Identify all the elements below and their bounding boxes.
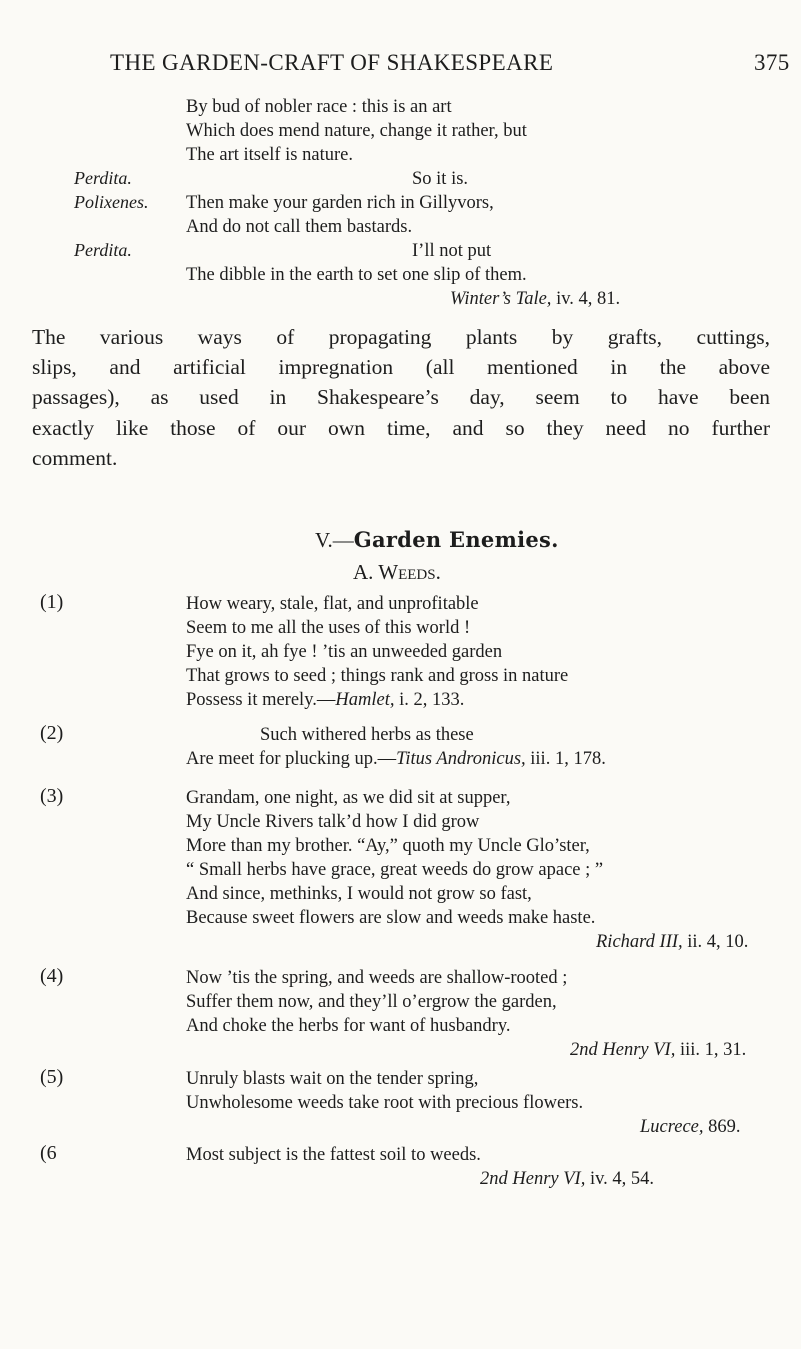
verse-text: Are meet for plucking up.—	[186, 749, 397, 769]
verse-line: Unruly blasts wait on the tender spring,	[186, 1069, 479, 1089]
page-number: 375	[754, 50, 790, 75]
verse-line: I’ll not put	[412, 241, 492, 261]
citation-ref: 869.	[703, 1117, 741, 1137]
verse-line: And choke the herbs for want of husbandry.	[186, 1016, 511, 1036]
verse-text: Possess it merely.—	[186, 690, 336, 710]
citation-ref: iv. 4, 54.	[585, 1169, 655, 1189]
citation-ref: iv. 4, 81.	[551, 289, 621, 309]
quote-number: (5)	[40, 1066, 64, 1088]
verse-line: Most subject is the fattest soil to weeds.	[186, 1145, 481, 1165]
verse-line: Then make your garden rich in Gillyvors,	[186, 193, 494, 213]
section-heading	[315, 527, 559, 553]
section-number: V.—	[315, 528, 354, 552]
verse-line: By bud of nobler race : this is an art	[186, 97, 452, 117]
citation	[596, 931, 748, 955]
citation-work: 2nd Henry VI,	[570, 1040, 676, 1060]
citation-ref: iii. 1, 31.	[675, 1040, 747, 1060]
paragraph-line: exactly like those of our own time, and so they need no further	[32, 415, 770, 440]
paragraph-line: comment.	[32, 445, 118, 470]
verse-line: More than my brother. “Ay,” quoth my Uncle Glo’ster,	[186, 836, 590, 856]
verse-line: Grandam, one night, as we did sit at supper,	[186, 788, 511, 808]
citation	[480, 1168, 654, 1192]
running-title: THE GARDEN-CRAFT OF SHAKESPEARE	[110, 50, 554, 75]
quote-number: (1)	[40, 591, 64, 613]
verse-line: Now ’tis the spring, and weeds are shallow-rooted ;	[186, 968, 568, 988]
verse-line: Fye on it, ah fye ! ’tis an unweeded garden	[186, 642, 503, 662]
verse-line: So it is.	[412, 169, 469, 189]
citation-ref: iii. 1, 178.	[525, 749, 606, 769]
verse-line: And do not call them bastards.	[186, 217, 413, 237]
citation-ref: i. 2, 133.	[394, 690, 465, 710]
citation	[450, 288, 620, 312]
quote-number: (2)	[40, 722, 64, 744]
verse-line: Seem to me all the uses of this world !	[186, 618, 471, 638]
quote-number: (4)	[40, 965, 64, 987]
quote-number: (6	[40, 1142, 57, 1164]
verse-line-with-citation	[186, 689, 464, 713]
verse-line: “ Small herbs have grace, great weeds do grow apace ; ”	[186, 860, 604, 880]
citation	[570, 1039, 746, 1063]
verse-line: Which does mend nature, change it rather, but	[186, 121, 527, 141]
section-subtitle: A. Weeds.	[353, 560, 441, 584]
paragraph-line: The various ways of propagating plants by grafts, cuttings,	[32, 325, 770, 349]
commentary-paragraph	[32, 322, 770, 473]
verse-line-with-citation	[186, 748, 606, 772]
section-title: Garden Enemies.	[353, 527, 559, 552]
paragraph-line: slips, and artificial impregnation (all mentioned in the above	[32, 355, 770, 380]
verse-line: My Uncle Rivers talk’d how I did grow	[186, 812, 480, 832]
verse-line: The art itself is nature.	[186, 145, 353, 165]
verse-line: Such withered herbs as these	[260, 725, 474, 745]
verse-line: Suffer them now, and they’ll o’ergrow the garden,	[186, 992, 557, 1012]
citation-work: Titus Andronicus,	[396, 749, 526, 769]
citation	[640, 1116, 741, 1140]
citation-work: Richard III,	[596, 932, 683, 952]
citation-work: Hamlet,	[335, 690, 395, 710]
speaker-name: Perdita.	[74, 168, 132, 188]
verse-line: The dibble in the earth to set one slip of them.	[186, 265, 527, 285]
verse-line: That grows to seed ; things rank and gross in nature	[186, 666, 569, 686]
verse-line: How weary, stale, flat, and unprofitable	[186, 594, 479, 614]
verse-line: Unwholesome weeds take root with precious flowers.	[186, 1093, 584, 1113]
citation-work: Lucrece,	[640, 1117, 704, 1137]
paragraph-line: passages), as used in Shakespeare’s day, seem to have been	[32, 385, 770, 410]
verse-line: Because sweet flowers are slow and weeds make haste.	[186, 908, 596, 928]
citation-work: Winter’s Tale,	[450, 289, 552, 309]
citation-ref: ii. 4, 10.	[682, 932, 749, 952]
quote-number: (3)	[40, 785, 64, 807]
speaker-name: Polixenes.	[74, 192, 149, 212]
verse-line: And since, methinks, I would not grow so fast,	[186, 884, 532, 904]
citation-work: 2nd Henry VI,	[480, 1169, 586, 1189]
speaker-name: Perdita.	[74, 240, 132, 260]
